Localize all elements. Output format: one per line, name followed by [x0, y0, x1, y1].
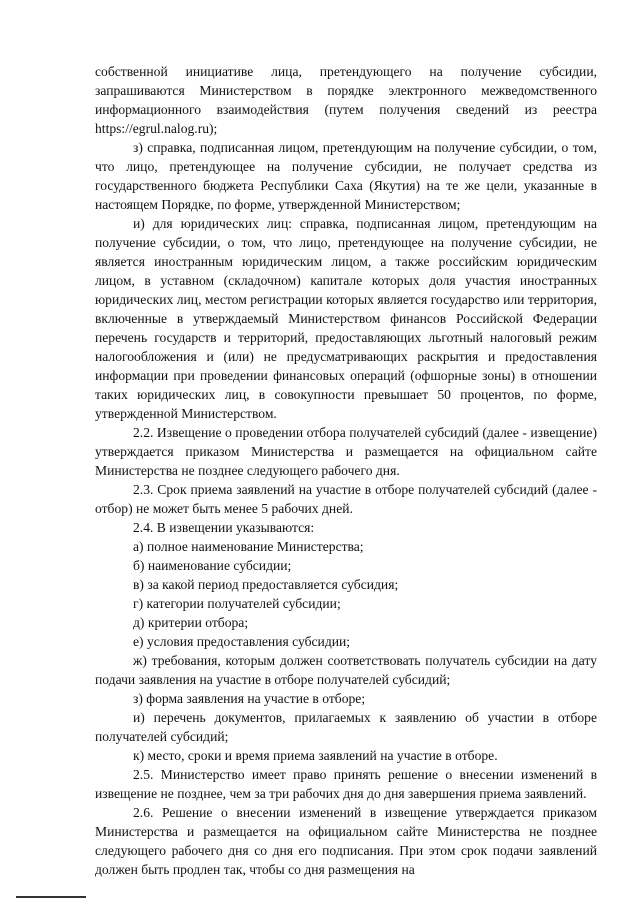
paragraph-2-5: 2.5. Министерство имеет право принять решение о внесении изменений в извещение не позднее, чем за три рабочих дня до дня завершения приема заявлений. [95, 767, 597, 801]
list-item-v: в) за какой период предоставляется субсидия; [133, 577, 399, 592]
list-item-g: г) категории получателей субсидии; [133, 596, 341, 611]
footnote-divider [16, 896, 86, 898]
paragraph-item-i-legal-entities: и) для юридических лиц: справка, подписанная лицом, претендующим на получение субсидии, о том, что лицо, претендующее на получение субсидии, не является иностранным юридическим лицом, а также российским юридическим лицом, в уставном (складочном) капитале которых доля участия иностранных юридических лиц, местом регистрации которых является государство или территория, включенные в утверждаемый Министерством финансов Российской Федерации перечень государств и территорий, предоставляющих льготный налоговый режим налогообложения и (или) не предусматривающих раскрытия и предоставления информации при проведении финансовых операций (офшорные зоны) в отношении таких юридических лиц, в совокупности превышает 50 процентов, по форме, утвержденной Министерством. [95, 216, 597, 421]
document-body [95, 62, 597, 879]
list-item-z: з) форма заявления на участие в отборе; [133, 691, 366, 706]
list-item-b: б) наименование субсидии; [133, 558, 292, 573]
list-item-d: д) критерии отбора; [133, 615, 249, 630]
paragraph-2-4: 2.4. В извещении указываются: [133, 520, 315, 535]
paragraph-2-6: 2.6. Решение о внесении изменений в извещение утверждается приказом Министерства и размещается на официальном сайте Министерства не позднее следующего рабочего дня со дня его подписания. При этом срок подачи заявлений должен быть продлен так, чтобы со дня размещения на [95, 805, 597, 877]
list-item-i: и) перечень документов, прилагаемых к заявлению об участии в отборе получателей субсидий; [95, 710, 597, 744]
list-item-zh: ж) требования, которым должен соответствовать получатель субсидии на дату подачи заявления на участие в отборе получателей субсидий; [95, 653, 597, 687]
list-item-e: е) условия предоставления субсидии; [133, 634, 351, 649]
paragraph-item-z-certificate: з) справка, подписанная лицом, претендующим на получение субсидии, о том, что лицо, претендующее на получение субсидии, не получает средства из государственного бюджета Республики Саха (Якутия) на те же цели, указанные в настоящем Порядке, по форме, утвержденной Министерством; [95, 140, 597, 212]
list-item-k: к) место, сроки и время приема заявлений на участие в отборе. [133, 748, 498, 763]
list-item-a: а) полное наименование Министерства; [133, 539, 364, 554]
paragraph-2-2: 2.2. Извещение о проведении отбора получателей субсидий (далее - извещение) утверждается приказом Министерства и размещается на официальном сайте Министерства не позднее следующего рабочего дня. [95, 425, 597, 478]
paragraph-2-3: 2.3. Срок приема заявлений на участие в отборе получателей субсидий (далее - отбор) не может быть менее 5 рабочих дней. [95, 482, 597, 516]
paragraph-3-continuation: собственной инициативе лица, претендующего на получение субсидии, запрашиваются Министерством в порядке электронного межведомственного информационного взаимодействия (путем получения сведений из реестра https://egrul.nalog.ru); [95, 64, 597, 136]
